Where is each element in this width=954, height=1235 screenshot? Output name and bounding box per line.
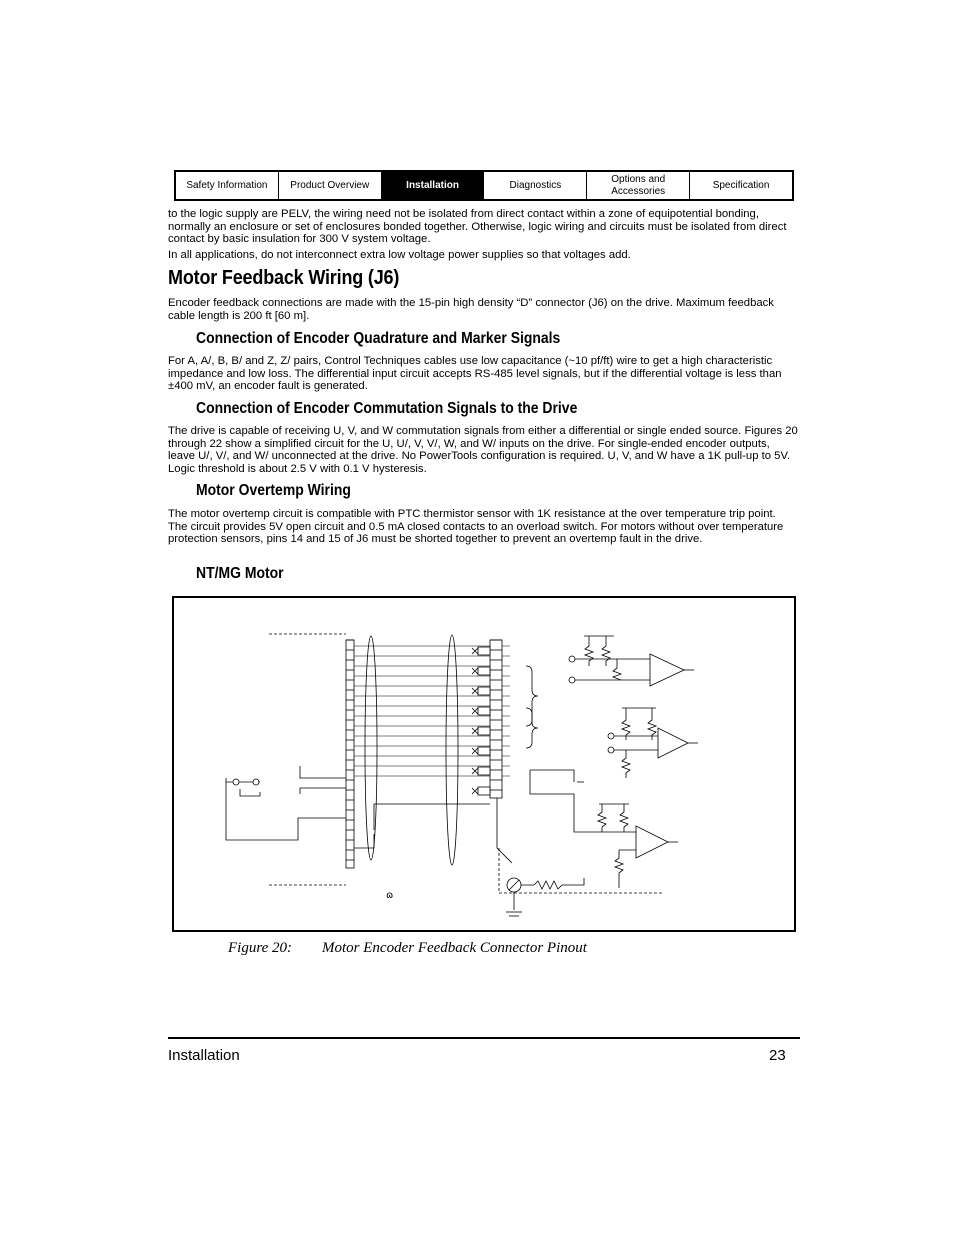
svg-text:ɷ: ɷ <box>386 890 394 901</box>
comparator-bottom <box>530 770 678 888</box>
tab-diagnostics[interactable]: Diagnostics <box>484 172 587 199</box>
comparator-middle <box>608 708 698 778</box>
wiring-diagram <box>172 596 796 932</box>
section-nav <box>174 170 794 201</box>
figure-caption-label: Figure 20: <box>228 940 293 956</box>
tab-product-overview[interactable]: Product Overview <box>279 172 382 199</box>
figure-caption-text: Motor Encoder Feedback Connector Pinout <box>322 940 587 956</box>
tab-specification[interactable]: Specification <box>712 179 770 191</box>
subsection-title-commutation: Connection of Encoder Commutation Signals to the Drive <box>196 400 578 417</box>
twisted-pair-marker <box>472 647 490 655</box>
twisted-pair-marker <box>472 667 490 675</box>
tab-installation[interactable]: Installation <box>382 172 485 199</box>
section-title: Motor Feedback Wiring (J6) <box>168 267 400 289</box>
twisted-pair-marker <box>472 767 490 775</box>
footer-section-name: Installation <box>168 1047 240 1064</box>
twisted-pair-marker <box>472 747 490 755</box>
twisted-pair-marker <box>472 687 490 695</box>
subsection-title-quadrature: Connection of Encoder Quadrature and Marker Signals <box>196 330 561 347</box>
footer-page-number: 23 <box>769 1047 786 1064</box>
tab-safety-information[interactable]: Safety Information <box>176 172 279 199</box>
intro-paragraph-1: to the logic supply are PELV, the wiring need not be isolated from direct contact within a zone of equipotential bonding, normally an enclosure or set of enclosures bonded together. Otherwise, logic wiring and circuits must be isolated from direct contact by basic insulation for 300 V system voltage. <box>168 208 787 246</box>
tab-options-and-accessories[interactable]: Options and Accessories <box>587 172 690 199</box>
subsection-paragraph-quadrature: For A, A/, B, B/ and Z, Z/ pairs, Control Techniques cables use low capacitance (~10 pf/ft) wire to get a high characteristic impedance and low loss. The differential input circuit accepts RS-485 level signals, but if the differential voltage is less than ±400 mV, an encoder fault is generated. <box>168 355 782 393</box>
section-paragraph: Encoder feedback connections are made with the 15-pin high density “D” connector (J6) on the drive. Maximum feedback cable length is 200 ft [60 m]. <box>168 297 774 322</box>
twisted-pair-marker <box>472 727 490 735</box>
subsection-title-overtemp: Motor Overtemp Wiring <box>196 482 351 499</box>
wiring-diagram-svg <box>174 598 794 930</box>
footer-divider <box>168 1037 800 1039</box>
twisted-pair-marker <box>472 787 490 795</box>
subsection-title-ntmg-motor: NT/MG Motor <box>196 565 284 582</box>
comparator-top <box>569 636 694 686</box>
subsection-paragraph-commutation: The drive is capable of receiving U, V, and W commutation signals from either a differential or single ended source. Figures 20 through 22 show a simplified circuit for the U, U/, V, V/, W, and W/ inputs on the drive. For single-ended encoder outputs, leave U/, V/, and W/ unconnected at the drive. No PowerTools configuration is required. U, V, and W have a 1K pull-up to 5V. Logic threshold is about 2.5 V with 0.1 V hysteresis. <box>168 425 798 475</box>
subsection-paragraph-overtemp: The motor overtemp circuit is compatible with PTC thermistor sensor with 1K resistance at the over temperature trip point. The circuit provides 5V open circuit and 0.5 mA closed contacts to an overload switch. For motors without over temperature protection sensors, pins 14 and 15 of J6 must be shorted together to prevent an overtemp fault in the drive. <box>168 508 784 546</box>
twisted-pair-marker <box>472 707 490 715</box>
intro-paragraph-2: In all applications, do not interconnect extra low voltage power supplies so that voltages add. <box>168 249 631 261</box>
